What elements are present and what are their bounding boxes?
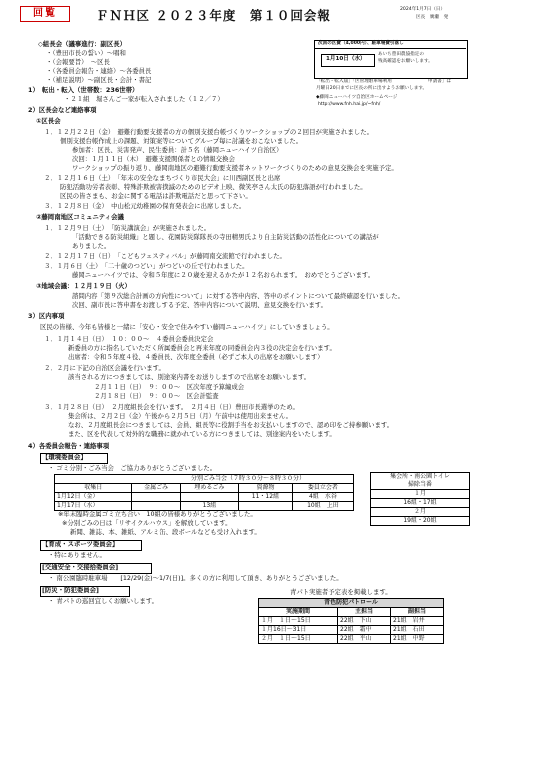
body-line: ２月１８日（日） ９：００〜 区会計監査: [94, 392, 219, 400]
body-line: 「活動できる防災組織」と題し、花園防災隊隊長の寺田精男氏より自主防災活動の活性化についての講話が: [72, 233, 379, 241]
cell: 22組 下山: [338, 617, 391, 626]
body-line: 集会所は、２月２日（金）午後から２月５日（月）午前中は使用出来ません。: [68, 412, 293, 420]
cell: 1月17日（水）: [55, 502, 132, 511]
cell: 13組: [180, 502, 238, 511]
cell: 21組 石田: [391, 626, 444, 635]
env-line: ・ ゴミ分別・ごみ当会 ご協力ありがとうございました。: [48, 464, 217, 472]
homepage-label: ◆藤岡ニューハイツ自治区ホームページ: [316, 95, 398, 100]
kairan-stamp: 回覧: [20, 6, 70, 22]
table-row: [259, 617, 444, 626]
garbage-table-title: 分別ごみ当会（７時３０分〜８時３０分）: [55, 475, 354, 484]
cell: 22組 平山: [338, 635, 391, 644]
cell: 16組・17組: [371, 499, 470, 508]
cell: ２月: [371, 508, 470, 517]
body-line: ３．１２月８日（金） 中山松元幼稚園の保育発表会に出席しました。: [44, 202, 246, 210]
section-heading: 1） 転出・転入（世帯数：236世帯）: [28, 86, 139, 94]
notice-ad2: 月曜日20日までに区長の所に出すようお願いします。: [316, 86, 428, 91]
body-line: ・２１組 堀さんご一家が転入されました（１２／７）: [64, 95, 224, 103]
body-line: 次回、副市長に答申書をお渡しする予定、答申内容について説明、意見交換を行います。: [72, 301, 327, 309]
body-line: １．１月１４日（日） １０：００〜 ４委員会委員決定会: [44, 335, 214, 343]
section-heading: 4）各委員会報告・連絡事項: [28, 442, 110, 450]
toilet-subtitle: 掃除当番: [371, 481, 470, 490]
notice-ad1b: 申請書」は: [428, 79, 451, 84]
body-line: ワークショップの振り返り、藤岡南地区の避難行動要支援者ネットワークづくりのための意見交換会を実施予定。: [72, 164, 398, 172]
body-line: 藤岡ニューハイツでは、令和５年度に２０歳を迎えるかたが１２名おられます。 おめでとうございます。: [72, 271, 375, 279]
agenda-item: ・（豊田市長の誓い）〜唱和: [46, 49, 126, 57]
body-line: 個別支援台帳作成上の課題、対策案等についてグループ毎に討議をおこないました。: [60, 137, 303, 145]
body-line: 防犯活動功労者表彰、特殊詐欺被害撲滅のためのビデオ上映、微笑亭さん太氏の防犯落語が行われました。: [60, 183, 367, 191]
agenda-item: ・（会報要旨） 〜区長: [46, 58, 110, 66]
sports-heading: 【育成・スポーツ委員会】: [42, 540, 119, 548]
toilet-title: 集会所・南公園トイレ: [371, 473, 470, 482]
body-line: １．１２月２２日（金） 避難行動要支援者の方の個別支援台帳づくりワークショップの２回目が実施されました。: [44, 128, 373, 136]
cell: 21組 岩井: [391, 617, 444, 626]
subsection-heading: ①区長会: [36, 117, 61, 125]
cell: 22組 霜中: [338, 626, 391, 635]
body-line: １．１２月９日（土） 「防災講演会」が実施されました。: [44, 224, 211, 232]
cell: 11・12組: [239, 493, 293, 502]
cell: 4組 水谷: [292, 493, 353, 502]
patrol-title: 青色防犯パトロール: [259, 599, 444, 608]
body-line: ３．１月６日（土） 「二十歳のつどい」がつどいの丘で行われました。: [44, 262, 249, 270]
col-header: 実施期間: [259, 608, 338, 617]
subsection-heading: ③地域会議：１２月１９日（火）: [36, 282, 131, 290]
cell: 19組・20組: [371, 517, 470, 526]
section-heading: 2）区長会など連絡事項: [28, 106, 97, 114]
patrol-caption: 青パト実施者予定表を掲載します。: [290, 588, 392, 596]
subsection-heading: ②藤岡南地区コミュニティ会議: [36, 213, 124, 221]
cell: １月16日〜31日: [259, 626, 338, 635]
body-line: ２．２月に下記の自治区会議を行います。: [44, 364, 165, 372]
page-title: ＦＮＨ区 ２０２３年度 第１０回会報: [96, 8, 331, 23]
body-line: ３．１月２８日（日） ２月度組長会を行います。 ２月４日（日）豊田市長選挙のため。: [44, 403, 299, 411]
body-line: 諮問内容「第９次総合計画の方向性について」に対する答申内容、答申のポイントについて最終確認を行いました。: [72, 292, 405, 300]
garbage-table: [54, 474, 354, 511]
cell: １月: [371, 490, 470, 499]
body-line: ２月１１日（日） ９：００〜 区次年度予算編成会: [94, 383, 245, 391]
body-line: ２．１２月１７日（日） 「こどもフェスティバル」が藤岡南交流館で行われました。: [44, 252, 286, 260]
body-line: 該当される方につきましては、別途案内書をお送りしますので出席をお願いします。: [68, 373, 311, 381]
agenda-item: ・（補足説明）〜副区長・会計・書記: [46, 76, 152, 84]
body-line: 出席者：令和５年度４役、４委員長、次年度全委員（必ずご本人の出席をお願いします）: [68, 353, 324, 361]
cell: [132, 493, 180, 502]
body-line: また、区を代表して対外的な職務に就かれている方につきましては、別途案内をいたします。: [68, 430, 336, 438]
col-header: 委員立会者: [292, 484, 353, 493]
agenda-item: ・（各委員会報告・連絡）〜各委員長: [46, 67, 152, 75]
body-line: 区民の皆様、今年も皆様と一緒に「安心・安全で住みやすい藤岡ニューハイツ」にしていきましょう。: [40, 323, 334, 331]
cell: 21組 中野: [391, 635, 444, 644]
col-header: 資源物: [239, 484, 293, 493]
body-line: ありました。: [72, 242, 111, 250]
homepage-url[interactable]: http://www.fnh.hai.jp/~fnh/: [318, 102, 381, 107]
cell: 10組 上田: [292, 502, 353, 511]
notice-date: 1月10日（水）: [326, 56, 366, 62]
section-heading: 3）区内事項: [28, 312, 65, 320]
crime-heading: [防災・防犯委員会]: [42, 586, 99, 594]
notice-line1: あいち豊田農協指定の: [378, 52, 424, 57]
traffic-heading: [交通安全・交接拾委員会]: [42, 563, 119, 571]
cell: ２月 １日〜15日: [259, 635, 338, 644]
issue-date: 2024年1月7日（日）: [400, 7, 446, 12]
col-header: 収集日: [55, 484, 132, 493]
env-note: 新聞、雑誌、本、雑紙、アルミ缶、段ボールなども受け入れます。: [70, 528, 261, 536]
patrol-table: [258, 598, 444, 644]
body-line: 新委員の方に指名していただく所属委員会と再来年度の同委員会内３役の決定会を行います。: [68, 344, 336, 352]
divider: [314, 48, 466, 49]
body-line: なお、２月度組長会につきましては、会員、組長等に役割手当をお支払いしますので、認め印をご持参願います。: [68, 421, 394, 429]
col-header: 埋めるごみ: [180, 484, 238, 493]
body-line: 区民の皆さまも、お金に関する電話は詐欺電話だと思って下さい。: [60, 192, 252, 200]
crime-line: ・ 青パトの巡回宜しくお願いします。: [48, 597, 159, 605]
cell: [180, 493, 238, 502]
traffic-line: ・ 南公園臨時駐車場 [12/29(金)〜1/7(日)]。多くの方に利用して頂き、ありがとうございました。: [48, 574, 343, 582]
body-line: ２．１２月１６日（土） 「年末の安全なまちづくり市民大会」に川西副区長と出席: [44, 174, 281, 182]
env-heading: 【環境委員会】: [42, 453, 87, 461]
table-row: [259, 626, 444, 635]
sports-line: ・特にありません。: [48, 551, 106, 559]
notice-line2: 残高確認をお願いします。: [378, 59, 433, 64]
body-line: 参加者：区長、災害発声、民生委員：計５名（藤岡ニューハイツ自治区）: [72, 146, 283, 154]
kumicho-heading: ◇組長会（議事進行：副区長）: [38, 40, 126, 48]
env-note: ※年末臨時金属ゴミ立ち合い 10組の皆様ありがとうございました。: [58, 510, 257, 518]
col-header: 副担当: [391, 608, 444, 617]
env-note: ※分別ごみの日は「リサイクルハウス」を解放しています。: [62, 519, 232, 527]
body-line: 次回：１月１１日（木） 避難支援関係者との情報交換会: [72, 155, 235, 163]
col-header: 金属ごみ: [132, 484, 180, 493]
cell: １月 １日〜15日: [259, 617, 338, 626]
notice-ad1: 「転出・転入届」「区管理駐車場利用: [316, 79, 392, 84]
notice-head: 次回の区費（4,000円）、駐車場費引落し: [318, 41, 404, 46]
table-row: [55, 493, 354, 502]
issuer: 区長 廣瀬 発: [416, 15, 449, 20]
table-row: [259, 635, 444, 644]
col-header: 主担当: [338, 608, 391, 617]
cell: 1月12日（金）: [55, 493, 132, 502]
toilet-cleaning-table: [370, 472, 470, 526]
